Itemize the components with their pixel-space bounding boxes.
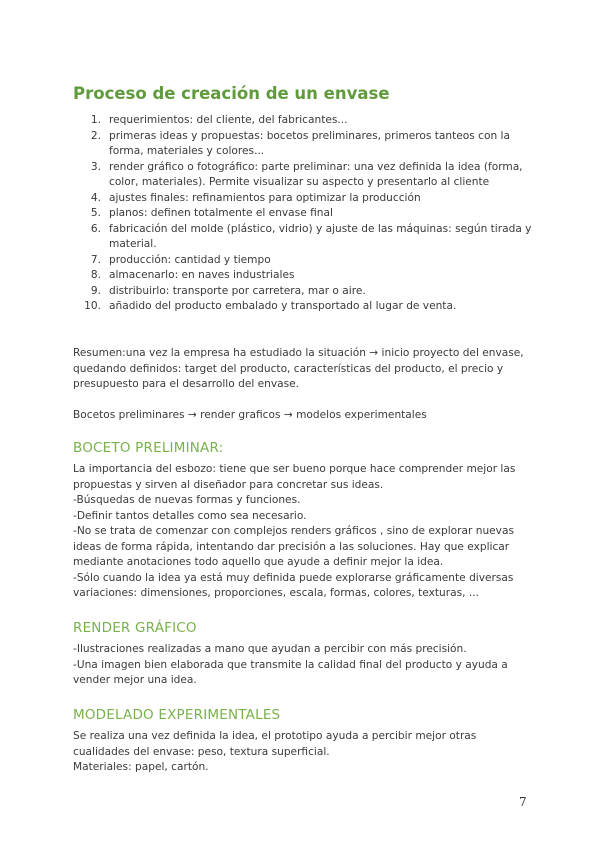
paragraph-line: -No se trata de comenzar con complejos renders gráficos , sino de explorar nuevas ideas de forma rápida, intentando dar precisión a las soluciones. Hay que explicar mediante anotaciones todo aquello que ayude a definir mejor la idea. [73,525,514,568]
paragraph-line: Materiales: papel, cartón. [73,761,209,773]
list-item-text: render gráfico o fotográfico: parte preliminar: una vez definida la idea (forma, color, materiales). Permite visualizar su aspecto y presentarlo al cliente [109,160,523,188]
summary-paragraph: Resumen:una vez la empresa ha estudiado la situación → inicio proyecto del envase, quedando definidos: target del producto, características del producto, el precio y presupuesto para el desarrollo del envase. [73,347,524,390]
list-item-text: almacenarlo: en naves industriales [109,269,295,281]
paragraph-line: -Una imagen bien elaborada que transmite la calidad final del producto y ayuda a vender mejor una idea. [73,658,508,686]
list-item-text: fabricación del molde (plástico, vidrio) y ajuste de las máquinas: según tirada y material. [109,222,532,250]
section-body-boceto [73,462,533,602]
list-item-number: 1. [90,114,101,126]
paragraph-line: -Definir tantos detalles como sea necesario. [73,509,307,522]
list-item-text: producción: cantidad y tiempo [109,253,271,266]
list-item [73,160,533,191]
section-heading-render: RENDER GRÁFICO [73,620,197,636]
list-item [73,191,533,207]
section-heading-modelado: MODELADO EXPERIMENTALES [73,707,281,723]
list-item [73,253,533,269]
page-number: 7 [519,795,527,809]
process-steps-list [73,113,533,315]
flow-line: Bocetos preliminares → render graficos → modelos experimentales [73,409,427,421]
list-item-number: 8. [90,269,101,281]
section-body-modelado [73,729,533,776]
list-item-text: distribuirlo: transporte por carretera, mar o aire. [109,284,366,297]
paragraph-line: -Sólo cuando la idea ya está muy definida puede explorarse gráficamente diversas variaciones: dimensiones, proporciones, escala, formas, colores, texturas, ... [73,571,514,599]
list-item-number: 4. [90,191,101,204]
list-item-text: añadido del producto embalado y transportado al lugar de venta. [109,300,457,312]
list-item-number: 3. [90,160,101,173]
paragraph-line: -Ilustraciones realizadas a mano que ayudan a percibir con más precisión. [73,643,467,655]
list-item [73,222,533,253]
list-item-number: 7. [90,253,101,266]
list-item-text: ajustes finales: refinamientos para optimizar la producción [109,191,421,204]
list-item-number: 10. [84,300,101,312]
paragraph-line: La importancia del esbozo: tiene que ser bueno porque hace comprender mejor las propuestas y sirven al diseñador para concretar sus ideas. [73,463,516,491]
list-item [73,113,533,129]
page-title: Proceso de creación de un envase [73,84,390,103]
list-item [73,284,533,300]
paragraph-line: -Búsquedas de nuevas formas y funciones. [73,494,301,506]
section-heading-boceto: BOCETO PRELIMINAR: [73,440,224,456]
list-item-text: primeras ideas y propuestas: bocetos preliminares, primeros tanteos con la forma, materiales y colores... [109,129,510,157]
list-item-number: 6. [90,222,101,235]
list-item [73,299,533,315]
list-item-number: 2. [90,129,101,142]
list-item [73,268,533,284]
list-item-text: planos: definen totalmente el envase final [109,207,333,219]
list-item-number: 9. [90,284,101,297]
list-item-text: requerimientos: del cliente, del fabricantes... [109,114,348,126]
list-item-number: 5. [90,207,101,219]
section-body-render [73,642,533,689]
list-item [73,129,533,160]
list-item [73,206,533,222]
paragraph-line: Se realiza una vez definida la idea, el prototipo ayuda a percibir mejor otras cualidades del envase: peso, textura superficial. [73,730,477,758]
